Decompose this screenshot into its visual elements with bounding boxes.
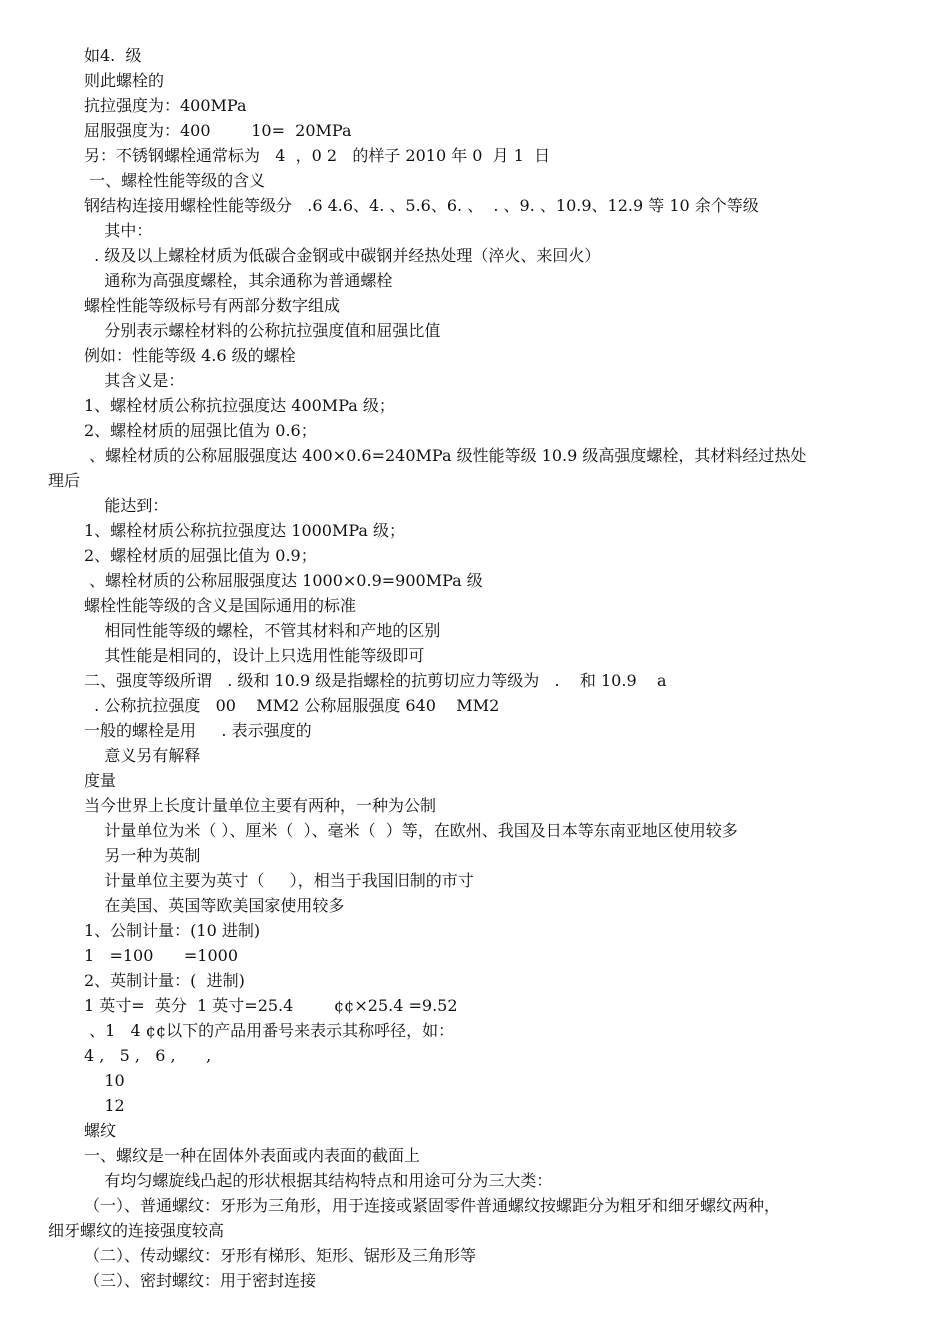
text-line: 1 =100 =1000 bbox=[84, 946, 239, 965]
text-line: （二）、传动螺纹：牙形有梯形、矩形、锯形及三角形等 bbox=[84, 1246, 477, 1265]
text-line: （三）、密封螺纹：用于密封连接 bbox=[84, 1271, 317, 1290]
text-line: 一、螺纹是一种在固体外表面或内表面的截面上 bbox=[84, 1146, 421, 1165]
text-line: 意义另有解释 bbox=[84, 746, 201, 765]
text-line: 1、公制计量：(10 进制) bbox=[84, 921, 261, 940]
text-line: 另：不锈钢螺栓通常标为 4 ，0 2 的样子 2010 年 0 月 1 日 bbox=[84, 146, 551, 165]
text-line: 计量单位为米（ ）、厘米（ ）、毫米（ ）等，在欧州、我国及日本等东南亚地区使用较多 bbox=[84, 821, 738, 840]
section-heading: 二、强度等级所谓 . 级和 10.9 级是指螺栓的抗剪切应力等级为 . 和 10.9 a bbox=[84, 671, 667, 690]
text-line: 12 bbox=[84, 1096, 125, 1115]
text-line: 有均匀螺旋线凸起的形状根据其结构特点和用途可分为三大类： bbox=[84, 1171, 553, 1190]
text-line: 1 英寸= 英分 1 英寸=25.4 ¢¢×25.4 =9.52 bbox=[84, 996, 458, 1015]
text-line: 钢结构连接用螺栓性能等级分 .6 4.6、4. 、5.6、6. 、 . 、9. 、10.9、12.9 等 10 余个等级 bbox=[84, 196, 759, 215]
text-line: 4 , 5 , 6 , , bbox=[84, 1046, 212, 1065]
text-line: 例如：性能等级 4.6 级的螺栓 bbox=[84, 346, 296, 365]
text-line: 2、螺栓材质的屈强比值为 0.6； bbox=[84, 421, 317, 440]
text-line: 在美国、英国等欧美国家使用较多 bbox=[84, 896, 345, 915]
text-line: 1、螺栓材质公称抗拉强度达 1000MPa 级； bbox=[84, 521, 406, 540]
section-heading: 一、螺栓性能等级的含义 bbox=[84, 171, 266, 190]
text-line: 1、螺栓材质公称抗拉强度达 400MPa 级； bbox=[84, 396, 395, 415]
text-line: 、螺栓材质的公称屈服强度达 400×0.6=240MPa 级性能等级 10.9 级高强度螺栓，其材料经过热处 bbox=[84, 446, 807, 465]
text-line: 、螺栓材质的公称屈服强度达 1000×0.9=900MPa 级 bbox=[84, 571, 483, 590]
text-line: 屈服强度为：400 10= 20MPa bbox=[84, 121, 352, 140]
text-line: 相同性能等级的螺栓，不管其材料和产地的区别 bbox=[84, 621, 441, 640]
text-line: 2、螺栓材质的屈强比值为 0.9； bbox=[84, 546, 317, 565]
text-line: 螺栓性能等级的含义是国际通用的标准 bbox=[84, 596, 357, 615]
text-line: 理后 bbox=[48, 471, 81, 490]
text-line: 一般的螺栓是用 . 表示强度的 bbox=[84, 721, 312, 740]
text-line: 如4. 级 bbox=[84, 46, 142, 65]
text-line: 分别表示螺栓材料的公称抗拉强度值和屈强比值 bbox=[84, 321, 441, 340]
text-line: . 级及以上螺栓材质为低碳合金钢或中碳钢并经热处理（淬火、来回火） bbox=[84, 246, 601, 265]
text-line: （一）、普通螺纹：牙形为三角形，用于连接或紧固零件普通螺纹按螺距分为粗牙和细牙螺纹两种， bbox=[84, 1196, 781, 1215]
text-line: 螺栓性能等级标号有两部分数字组成 bbox=[84, 296, 341, 315]
text-line: 细牙螺纹的连接强度较高 bbox=[48, 1221, 225, 1240]
text-line: 则此螺栓的 bbox=[84, 71, 165, 90]
text-line: 10 bbox=[84, 1071, 125, 1090]
text-line: 其含义是： bbox=[84, 371, 185, 390]
text-line: 通称为高强度螺栓，其余通称为普通螺栓 bbox=[84, 271, 393, 290]
text-line: 另一种为英制 bbox=[84, 846, 201, 865]
section-heading: 度量 bbox=[84, 771, 117, 790]
text-line: 能达到： bbox=[84, 496, 169, 515]
section-heading: 螺纹 bbox=[84, 1121, 117, 1140]
text-line: 其中： bbox=[84, 221, 153, 240]
text-line: 其性能是相同的，设计上只选用性能等级即可 bbox=[84, 646, 425, 665]
text-line: 当今世界上长度计量单位主要有两种，一种为公制 bbox=[84, 796, 437, 815]
text-line: 2、英制计量：( 进制) bbox=[84, 971, 245, 990]
text-line: . 公称抗拉强度 00 MM2 公称屈服强度 640 MM2 bbox=[84, 696, 500, 715]
text-line: 计量单位主要为英寸（ ），相当于我国旧制的市寸 bbox=[84, 871, 474, 890]
text-line: 抗拉强度为：400MPa bbox=[84, 96, 247, 115]
text-line: 、1 4 ¢¢以下的产品用番号来表示其称呼径，如： bbox=[84, 1021, 455, 1040]
